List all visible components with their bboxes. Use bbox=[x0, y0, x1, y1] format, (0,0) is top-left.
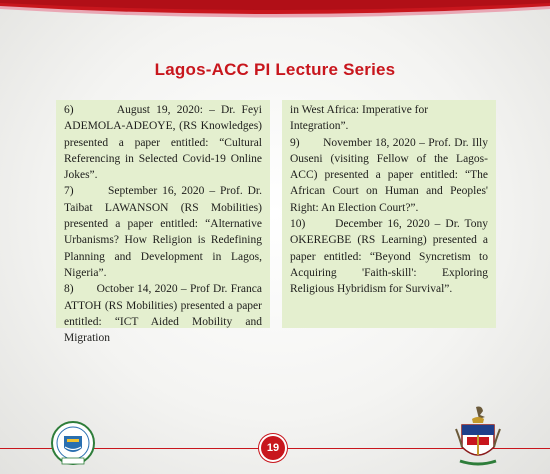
lecture-entry-10: 10) December 16, 2020 – Dr. Tony OKEREGBE (RS Learning) presented a paper entitled: “Beyond Syncretism to Acquiring 'Faith-skill': Exploring Religious Hybridism for Survival”. bbox=[290, 218, 488, 296]
lecture-entry-8-continued: in West Africa: Imperative for Integration”. bbox=[290, 104, 429, 133]
lecture-entry-7: 7) September 16, 2020 – Prof. Dr. Taibat LAWANSON (RS Mobilities) presented a paper entitled: “Alternative Urbanisms? How Religion is Redefining Planning and Development in Lagos, Nigeria”. bbox=[64, 185, 262, 279]
lecture-entry-9: 9) November 18, 2020 – Prof. Dr. Illy Ouseni (visiting Fellow of the Lagos-ACC) presented a paper entitled: “The African Court on Human and Peoples' Right: An Election Court?”. bbox=[290, 136, 488, 214]
university-of-lagos-crest-icon bbox=[50, 420, 96, 468]
left-text-column bbox=[56, 100, 270, 345]
page-number-badge: 19 bbox=[261, 436, 285, 460]
header-decorative-band bbox=[0, 0, 550, 22]
university-of-bayreuth-crest-icon bbox=[452, 405, 504, 469]
right-text-column bbox=[282, 100, 496, 328]
lecture-entry-8: 8) October 14, 2020 – Prof Dr. Franca ATTOH (RS Mobilities) presented a paper entitled: “ICT Aided Mobility and Migration bbox=[64, 283, 262, 345]
page-title: Lagos-ACC PI Lecture Series bbox=[154, 60, 396, 79]
lecture-entry-6: 6) August 19, 2020: – Dr. Feyi ADEMOLA-ADEOYE, (RS Knowledges) presented a paper entitled: “Cultural Referencing in Selected Covid-19 Online Jokes”. bbox=[64, 104, 262, 182]
